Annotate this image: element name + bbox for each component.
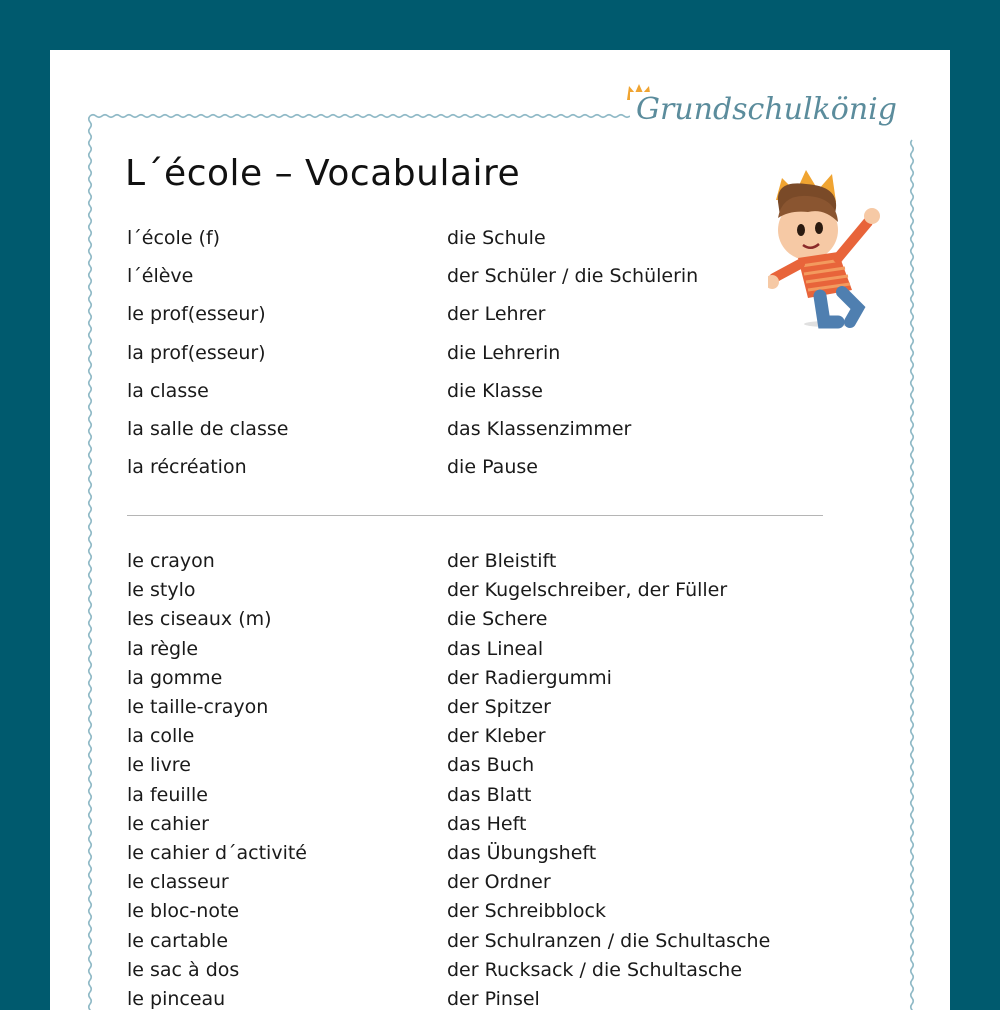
vocab-row	[127, 418, 887, 448]
vocab-row	[127, 930, 887, 960]
vocab-row	[127, 725, 887, 755]
french-word: le sac à dos	[127, 958, 240, 981]
french-word: le bloc-note	[127, 900, 240, 923]
german-translation: der Schüler / die Schülerin	[447, 265, 699, 288]
french-word: le crayon	[127, 550, 215, 572]
german-translation: der Kleber	[447, 725, 546, 748]
french-word: la prof(esseur)	[127, 341, 266, 364]
french-word: le taille-crayon	[127, 696, 269, 718]
vocab-row	[127, 550, 887, 580]
vocab-row	[127, 813, 887, 843]
vocab-row	[127, 638, 887, 668]
vocab-row	[127, 696, 887, 726]
french-word: le prof(esseur)	[127, 303, 266, 326]
vocab-row	[127, 784, 887, 814]
german-translation: der Bleistift	[447, 550, 557, 572]
vocab-row	[127, 900, 887, 930]
german-translation: der Schulranzen / die Schultasche	[447, 929, 771, 952]
french-word: la colle	[127, 725, 195, 748]
german-translation: das Buch	[447, 754, 535, 777]
vocab-row	[127, 303, 887, 333]
vocab-row	[127, 380, 887, 410]
german-translation: der Lehrer	[447, 303, 546, 326]
french-word: la classe	[127, 379, 209, 402]
german-translation: der Schreibblock	[447, 900, 606, 923]
vocab-row	[127, 754, 887, 784]
french-word: l´élève	[127, 265, 194, 288]
german-translation: die Klasse	[447, 379, 543, 402]
german-translation: die Schere	[447, 608, 548, 631]
german-translation: der Rucksack / die Schultasche	[447, 958, 743, 981]
french-word: le livre	[127, 754, 191, 777]
vocab-row	[127, 579, 887, 609]
german-translation: der Spitzer	[447, 696, 551, 718]
french-word: la gomme	[127, 666, 223, 689]
french-word: l´école (f)	[127, 227, 221, 249]
german-translation: der Kugelschreiber, der Füller	[447, 579, 728, 602]
vocab-row	[127, 342, 887, 372]
french-word: la salle de classe	[127, 418, 289, 440]
vocab-row	[127, 265, 887, 295]
german-translation: das Blatt	[447, 783, 532, 806]
vocab-row	[127, 667, 887, 697]
vocab-row	[127, 608, 887, 638]
german-translation: das Klassenzimmer	[447, 418, 632, 440]
german-translation: der Ordner	[447, 871, 551, 894]
german-translation: das Lineal	[447, 637, 544, 660]
german-translation: das Heft	[447, 812, 527, 835]
french-word: la feuille	[127, 783, 208, 806]
german-translation: die Pause	[447, 456, 538, 479]
vocab-row	[127, 227, 887, 257]
vocab-row	[127, 959, 887, 989]
vocab-row	[127, 988, 887, 1010]
page-title: L´école – Vocabulaire	[125, 153, 521, 194]
german-translation: das Übungsheft	[447, 842, 597, 864]
french-word: les ciseaux (m)	[127, 608, 272, 631]
vocab-row	[127, 871, 887, 901]
vocab-row	[127, 842, 887, 872]
french-word: le classeur	[127, 871, 229, 894]
german-translation: der Pinsel	[447, 988, 540, 1010]
german-translation: der Radiergummi	[447, 666, 612, 689]
french-word: le cahier d´activité	[127, 842, 307, 864]
french-word: la règle	[127, 637, 199, 660]
german-translation: die Schule	[447, 227, 546, 249]
german-translation: die Lehrerin	[447, 341, 561, 364]
worksheet	[50, 50, 950, 1010]
french-word: le cahier	[127, 812, 209, 835]
vocab-row	[127, 456, 887, 486]
section-divider	[127, 515, 823, 516]
french-word: le stylo	[127, 579, 196, 602]
french-word: la récréation	[127, 456, 247, 479]
brand-logo: Grundschulkönig	[630, 92, 903, 127]
french-word: le cartable	[127, 929, 229, 952]
french-word: le pinceau	[127, 988, 226, 1010]
